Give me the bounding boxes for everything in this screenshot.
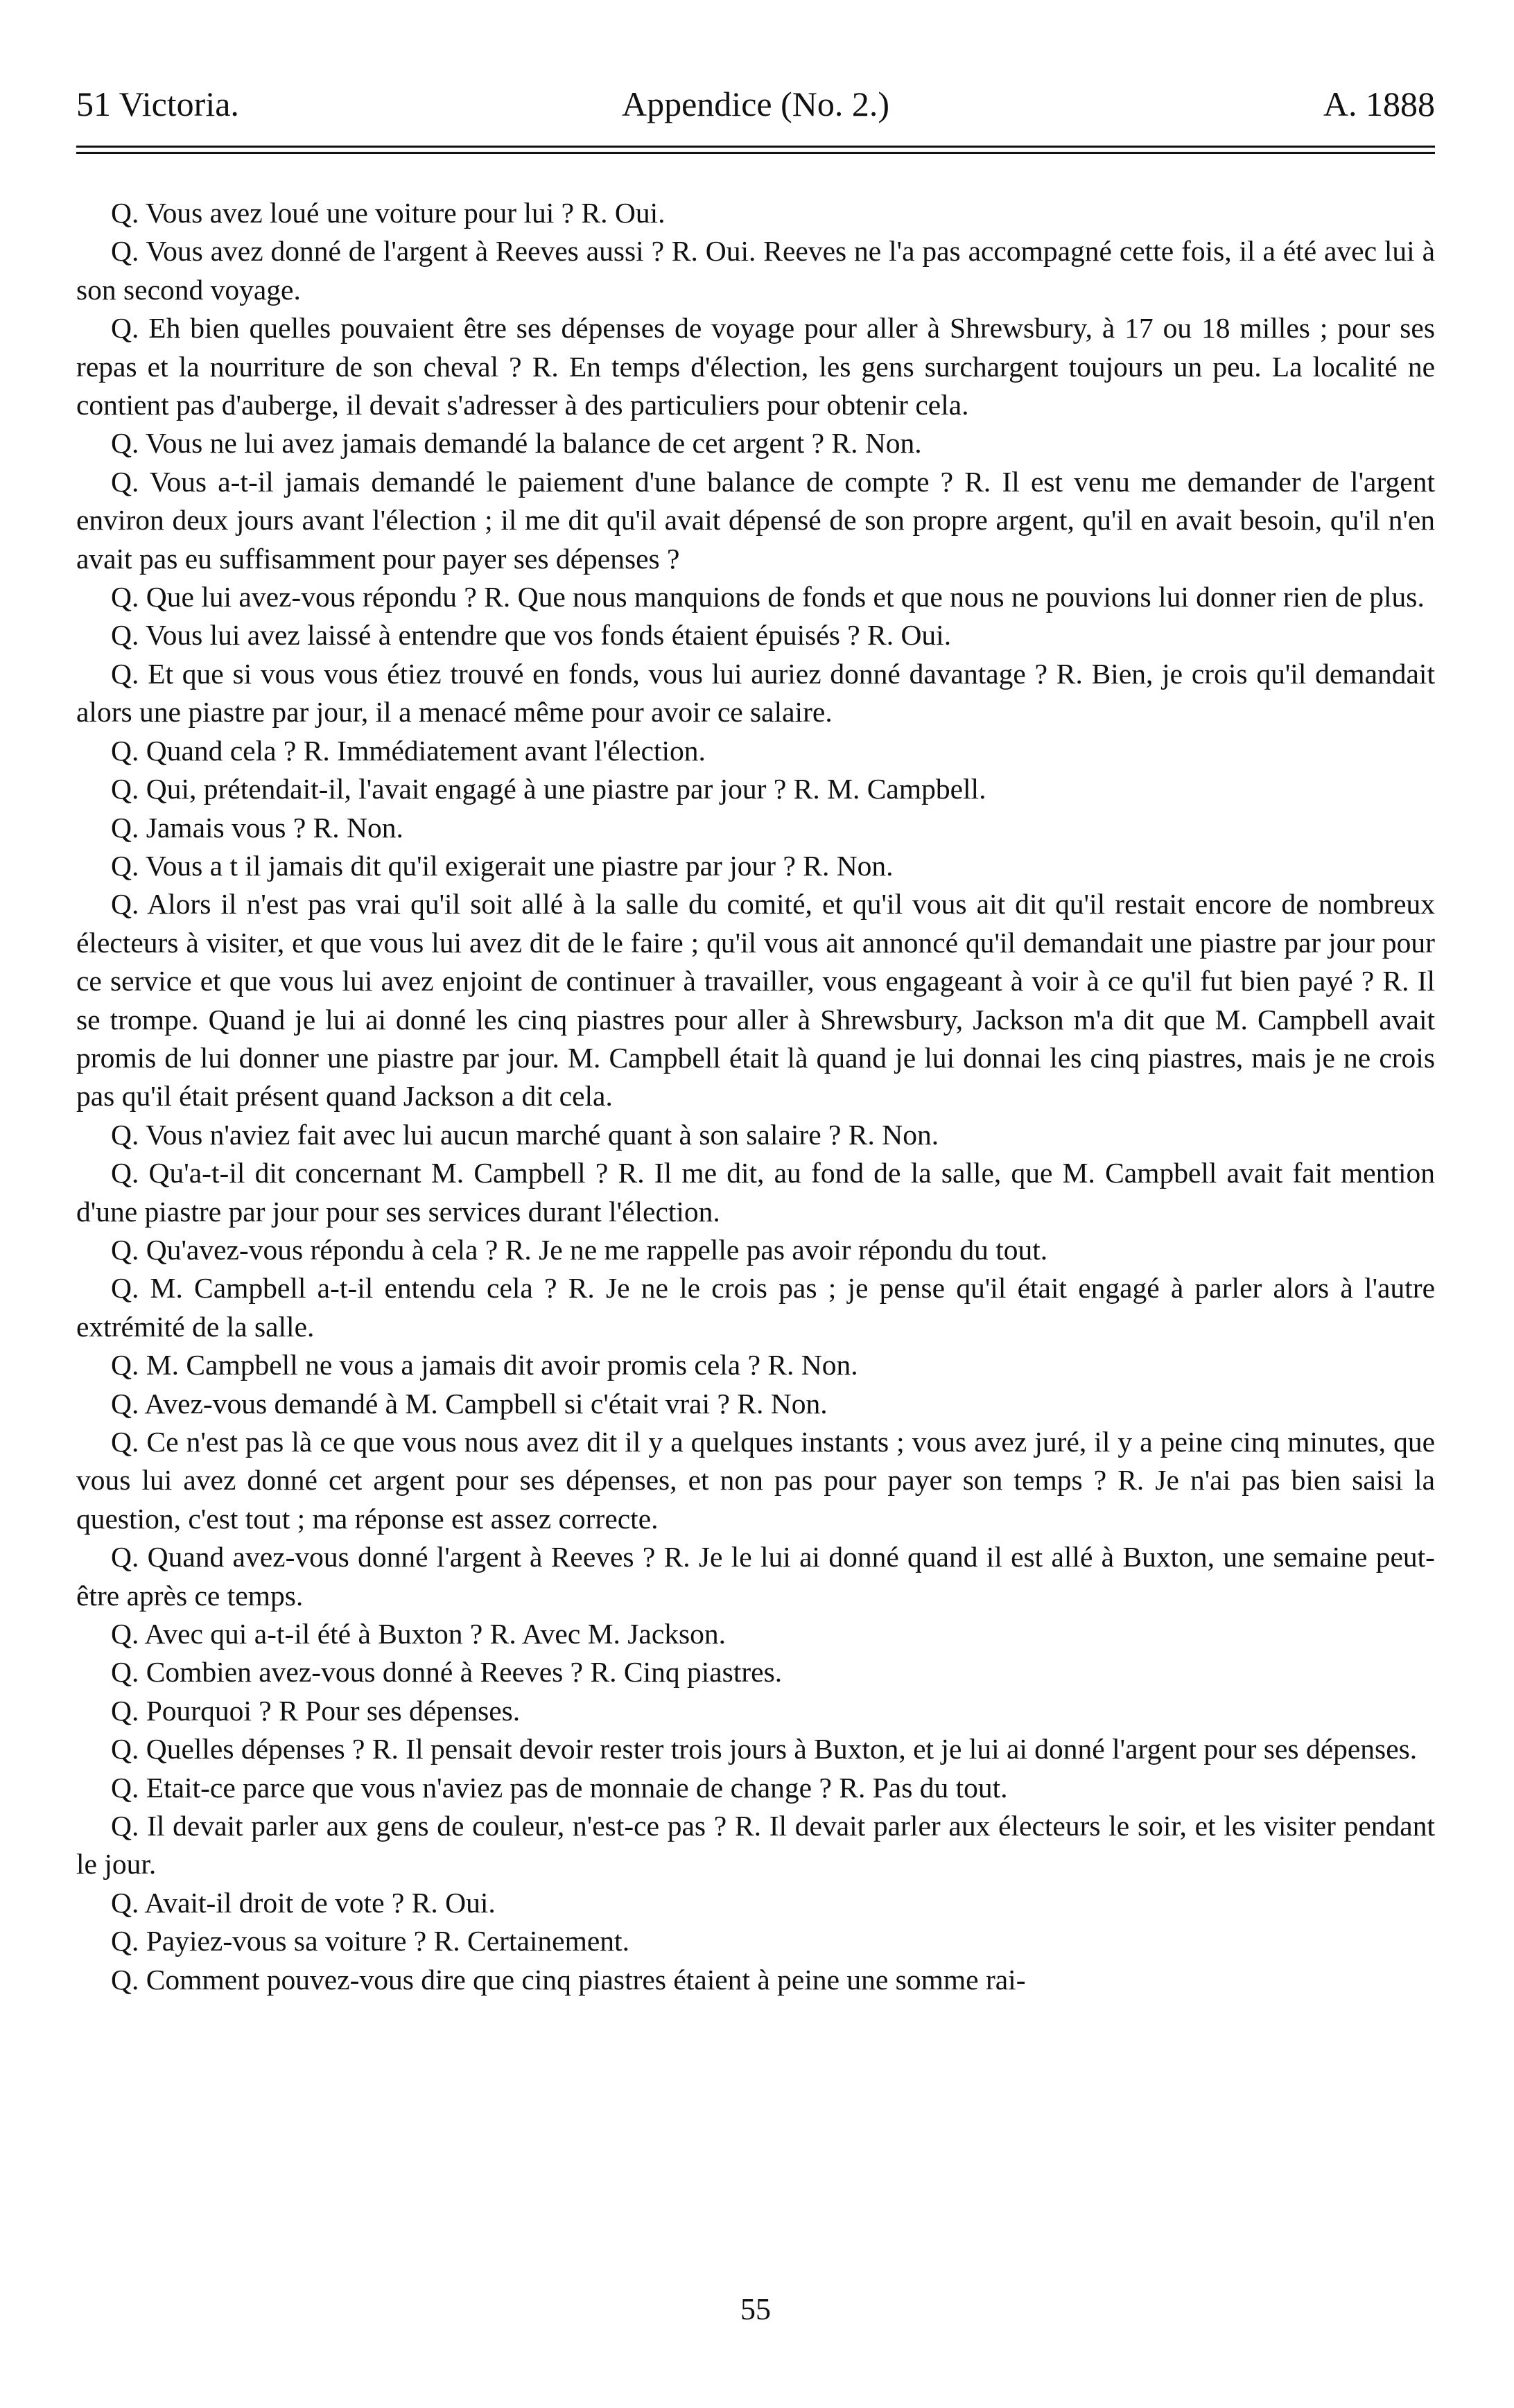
header-double-rule xyxy=(76,146,1435,154)
paragraph: Q. Combien avez-vous donné à Reeves ? R. Cinq piastres. xyxy=(111,1656,783,1689)
paragraph: Q. Qu'avez-vous répondu à cela ? R. Je ne me rappelle pas avoir répondu du tout. xyxy=(111,1233,1048,1266)
paragraph: Q. Avez-vous demandé à M. Campbell si c'était vrai ? R. Non. xyxy=(111,1387,828,1420)
paragraph: Q. Vous a-t-il jamais demandé le paiement d'une balance de compte ? R. Il est venu me demander de l'argent environ deux jours avant l'élection ; il me dit qu'il avait dépensé de son propre argent, qu'il en avait besoin, qu'il n'en avait pas eu suffisamment pour payer ses dépenses ? xyxy=(76,465,1435,575)
paragraph: Q. Vous n'aviez fait avec lui aucun marché quant à son salaire ? R. Non. xyxy=(111,1118,939,1151)
paragraph: Q. Et que si vous vous étiez trouvé en fonds, vous lui auriez donné davantage ? R. Bien, je crois qu'il demandait alors une piastre par jour, il a menacé même pour avoir ce salaire. xyxy=(76,657,1435,728)
header-right: A. 1888 xyxy=(1323,85,1435,123)
paragraph: Q. Ce n'est pas là ce que vous nous avez dit il y a quelques instants ; vous avez juré, il y a peine cinq minutes, que vous lui avez donné cet argent pour ses dépenses, et non pas pour payer son temps ? R. Je n'ai pas bien saisi la question, c'est tout ; ma réponse est assez correcte. xyxy=(76,1426,1435,1535)
page-number: 55 xyxy=(740,2292,771,2326)
paragraph: Q. Alors il n'est pas vrai qu'il soit allé à la salle du comité, et qu'il vous ait dit qu'il restait encore de nombreux électeurs à visiter, et que vous lui avez dit de le faire ; qu'il vous ait annoncé qu'il demandait une piastre par jour pour ce service et que vous lui avez enjoint de continuer à travailler, vous engageant à voir à ce qu'il fut bien payé ? R. Il se trompe. Quand je lui ai donné les cinq piastres pour aller à Shrewsbury, Jackson m'a dit que M. Campbell avait promis de lui donner une piastre par jour. M. Campbell était là quand je lui donnai les cinq piastres, mais je ne crois pas qu'il était présent quand Jackson a dit cela. xyxy=(76,888,1435,1113)
paragraph: Q. Jamais vous ? R. Non. xyxy=(111,811,403,844)
paragraph: Q. Vous avez donné de l'argent à Reeves aussi ? R. Oui. Reeves ne l'a pas accompagné cette fois, il a été avec lui à son second voyage. xyxy=(76,235,1435,306)
header-center: Appendice (No. 2.) xyxy=(622,85,889,123)
document-page xyxy=(76,76,1435,2364)
paragraph: Q. Comment pouvez-vous dire que cinq piastres étaient à peine une somme rai- xyxy=(111,1963,1026,1996)
paragraph: Q. Pourquoi ? R Pour ses dépenses. xyxy=(111,1694,521,1727)
paragraph: Q. Qui, prétendait-il, l'avait engagé à une piastre par jour ? R. M. Campbell. xyxy=(111,773,986,805)
paragraph: Q. Eh bien quelles pouvaient être ses dépenses de voyage pour aller à Shrewsbury, à 17 ou 18 milles ; pour ses repas et la nourriture de son cheval ? R. En temps d'élection, les gens surchargent toujours un peu. La localité ne contient pas d'auberge, il devait s'adresser à des particuliers pour obtenir cela. xyxy=(76,312,1435,421)
paragraph: Q. M. Campbell a-t-il entendu cela ? R. Je ne le crois pas ; je pense qu'il était engagé à parler alors à l'autre extrémité de la salle. xyxy=(76,1272,1435,1343)
paragraph: Q. Avait-il droit de vote ? R. Oui. xyxy=(111,1886,496,1919)
paragraph: Q. Avec qui a-t-il été à Buxton ? R. Avec M. Jackson. xyxy=(111,1618,726,1650)
paragraph: Q. Quand avez-vous donné l'argent à Reeves ? R. Je le lui ai donné quand il est allé à Buxton, une semaine peut-être après ce temps. xyxy=(76,1541,1435,1612)
paragraph: Q. Etait-ce parce que vous n'aviez pas de monnaie de change ? R. Pas du tout. xyxy=(111,1771,1008,1804)
header-rule-top xyxy=(76,146,1435,148)
paragraph: Q. Quelles dépenses ? R. Il pensait devoir rester trois jours à Buxton, et je lui ai donné l'argent pour ses dépenses. xyxy=(111,1733,1418,1765)
paragraph: Q. Payiez-vous sa voiture ? R. Certainement. xyxy=(111,1925,629,1957)
paragraph: Q. Quand cela ? R. Immédiatement avant l'élection. xyxy=(111,734,706,767)
paragraph: Q. Vous lui avez laissé à entendre que vos fonds étaient épuisés ? R. Oui. xyxy=(111,619,952,652)
paragraph: Q. M. Campbell ne vous a jamais dit avoir promis cela ? R. Non. xyxy=(111,1349,858,1381)
paragraph: Q. Vous a t il jamais dit qu'il exigerait une piastre par jour ? R. Non. xyxy=(111,849,894,882)
header-rule-bottom xyxy=(76,152,1435,154)
paragraph: Q. Il devait parler aux gens de couleur, n'est-ce pas ? R. Il devait parler aux électeurs le soir, et les visiter pendant le jour. xyxy=(76,1810,1435,1881)
paragraph: Q. Vous ne lui avez jamais demandé la balance de cet argent ? R. Non. xyxy=(111,427,922,460)
header-left: 51 Victoria. xyxy=(76,85,239,123)
running-header xyxy=(76,76,1435,132)
paragraph: Q. Que lui avez-vous répondu ? R. Que nous manquions de fonds et que nous ne pouvions lui donner rien de plus. xyxy=(111,581,1425,613)
paragraph: Q. Vous avez loué une voiture pour lui ? R. Oui. xyxy=(111,197,665,229)
testimony-text xyxy=(76,194,1435,1999)
paragraph: Q. Qu'a-t-il dit concernant M. Campbell ? R. Il me dit, au fond de la salle, que M. Campbell avait fait mention d'une piastre par jour pour ses services durant l'élection. xyxy=(76,1157,1435,1228)
